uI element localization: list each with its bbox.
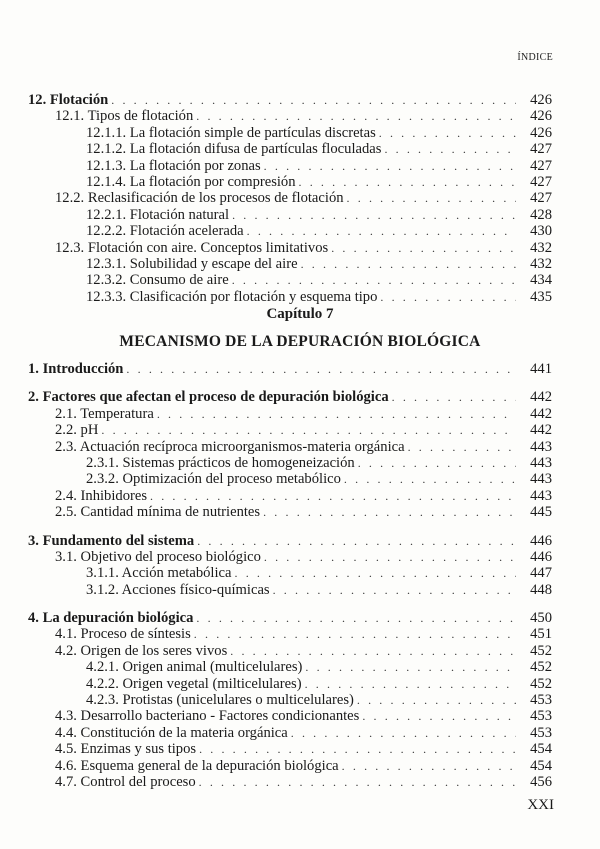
dot-leader: [199, 774, 516, 790]
toc-entry: [28, 549, 552, 565]
dot-leader: [357, 692, 516, 708]
dot-leader: [230, 643, 516, 659]
toc-entry-page: 443: [530, 487, 552, 504]
toc-entry: [28, 223, 552, 239]
toc-entry: [28, 439, 552, 455]
toc-entry-title: 12. Flotación: [28, 92, 111, 108]
dot-leader: [379, 125, 516, 141]
toc-entry-title: 2.4. Inhibidores: [28, 488, 150, 504]
toc-entry-title: 2.3. Actuación recíproca microorganismos-materia orgánica: [28, 439, 408, 455]
dot-leader: [264, 158, 516, 174]
chapter-number: Capítulo 7: [266, 306, 334, 322]
toc-entry: [28, 708, 552, 724]
toc-entry-title: 2. Factores que afectan el proceso de depuración biológica: [28, 389, 392, 405]
toc-entry-title: 4.3. Desarrollo bacteriano - Factores condicionantes: [28, 708, 362, 724]
toc-entry-title: 12.3. Flotación con aire. Conceptos limitativos: [28, 240, 331, 256]
toc-entry: [28, 207, 552, 223]
toc-entry-page: 430: [530, 223, 552, 240]
toc-entry-page: 442: [530, 405, 552, 422]
toc-entry: [28, 240, 552, 256]
toc-entry-title: 3. Fundamento del sistema: [28, 533, 197, 549]
toc-entry-page: 426: [530, 92, 552, 108]
toc-entry: [28, 141, 552, 157]
toc-entry: [28, 125, 552, 141]
toc-entry-title: 12.2. Reclasificación de los procesos de flotación: [28, 190, 347, 206]
toc-heading: [28, 92, 552, 108]
toc-entry: [28, 582, 552, 598]
toc-entry-page: 453: [530, 724, 552, 741]
toc-entry-title: 2.5. Cantidad mínima de nutrientes: [28, 504, 263, 520]
dot-leader: [380, 289, 516, 305]
dot-leader: [342, 758, 516, 774]
dot-leader: [111, 92, 516, 108]
dot-leader: [235, 565, 517, 581]
dot-leader: [126, 361, 516, 377]
toc-entry-title: 4.2.2. Origen vegetal (milticelulares): [28, 676, 305, 692]
toc-entry-title: 12.3.2. Consumo de aire: [28, 272, 232, 288]
toc-entry-page: 445: [530, 504, 552, 521]
dot-leader: [196, 610, 516, 626]
dot-leader: [384, 141, 516, 157]
toc-entry: [28, 406, 552, 422]
toc-entry-title: 4.1. Proceso de síntesis: [28, 626, 194, 642]
toc-entry: [28, 565, 552, 581]
toc-entry-page: 441: [530, 361, 552, 377]
toc-entry-page: 452: [530, 675, 552, 692]
toc-entry-page: 427: [530, 190, 552, 207]
page-number: XXI: [527, 797, 554, 813]
toc-entry: [28, 725, 552, 741]
toc-gap: [28, 521, 552, 533]
toc-entry: [28, 626, 552, 642]
toc-entry-page: 432: [530, 239, 552, 256]
dot-leader: [305, 676, 516, 692]
toc-entry-title: 12.1. Tipos de flotación: [28, 108, 196, 124]
toc-entry-title: 3.1.2. Acciones físico-químicas: [28, 582, 273, 598]
toc-heading: [28, 389, 552, 405]
toc-entry-page: 427: [530, 157, 552, 174]
toc-entry-page: 446: [530, 532, 552, 549]
toc-entry-title: 4.4. Constitución de la materia orgánica: [28, 725, 291, 741]
toc-entry-title: 12.3.1. Solubilidad y escape del aire: [28, 256, 301, 272]
toc-entry-title: 4.6. Esquema general de la depuración biológica: [28, 758, 342, 774]
toc-entry-title: 2.1. Temperatura: [28, 406, 157, 422]
toc-entry-title: 4. La depuración biológica: [28, 610, 196, 626]
toc-heading: [28, 610, 552, 626]
toc-entry-page: 451: [530, 626, 552, 643]
dot-leader: [299, 174, 516, 190]
toc-entry: [28, 504, 552, 520]
toc-entry-title: 3.1. Objetivo del proceso biológico: [28, 549, 264, 565]
toc-entry-page: 427: [530, 173, 552, 190]
toc-entry-title: 2.2. pH: [28, 422, 101, 438]
dot-leader: [301, 256, 516, 272]
dot-leader: [358, 455, 516, 471]
toc-heading: [28, 533, 552, 549]
dot-leader: [392, 389, 516, 405]
toc-entry: [28, 774, 552, 790]
toc-entry-page: 454: [530, 757, 552, 774]
dot-leader: [232, 207, 516, 223]
toc-entry-title: 12.2.2. Flotación acelerada: [28, 223, 247, 239]
dot-leader: [264, 549, 516, 565]
toc-entry: [28, 758, 552, 774]
toc-section-chapter-7: [28, 361, 552, 790]
toc-entry-page: 442: [530, 389, 552, 406]
toc-entry: [28, 471, 552, 487]
toc-entry: [28, 455, 552, 471]
toc-entry-page: 452: [530, 659, 552, 676]
toc-entry: [28, 659, 552, 675]
toc-entry-page: 450: [530, 610, 552, 627]
toc-section-flotacion: [28, 92, 552, 305]
toc-entry-page: 446: [530, 548, 552, 565]
toc-entry: [28, 488, 552, 504]
toc-entry-page: 456: [530, 773, 552, 790]
running-header: ÍNDICE: [517, 52, 553, 63]
toc-entry-page: 448: [530, 581, 552, 598]
toc-entry-page: 453: [530, 692, 552, 709]
toc-entry: [28, 158, 552, 174]
toc-entry-page: 426: [530, 108, 552, 125]
toc-heading: [28, 361, 552, 377]
toc-entry-title: 2.3.2. Optimización del proceso metabólico: [28, 471, 344, 487]
toc-entry-page: 443: [530, 438, 552, 455]
toc-entry-page: 426: [530, 124, 552, 141]
toc-entry: [28, 741, 552, 757]
dot-leader: [347, 190, 516, 206]
toc-entry-title: 12.1.2. La flotación difusa de partículas floculadas: [28, 141, 384, 157]
dot-leader: [157, 406, 516, 422]
dot-leader: [150, 488, 516, 504]
dot-leader: [331, 240, 516, 256]
toc-entry: [28, 692, 552, 708]
toc-entry-title: 12.2.1. Flotación natural: [28, 207, 232, 223]
toc-entry: [28, 256, 552, 272]
toc-entry: [28, 190, 552, 206]
toc-entry: [28, 174, 552, 190]
toc-entry-page: 434: [530, 272, 552, 289]
toc-entry-title: 12.3.3. Clasificación por flotación y esquema tipo: [28, 289, 380, 305]
toc-entry-title: 12.1.3. La flotación por zonas: [28, 158, 264, 174]
toc-entry-page: 428: [530, 206, 552, 223]
chapter-title: MECANISMO DE LA DEPURACIÓN BIOLÓGICA: [119, 333, 481, 350]
dot-leader: [263, 504, 516, 520]
toc-entry-title: 4.5. Enzimas y sus tipos: [28, 741, 199, 757]
dot-leader: [408, 439, 516, 455]
dot-leader: [197, 533, 516, 549]
toc-entry-title: 4.2.3. Protistas (unicelulares o multicelulares): [28, 692, 357, 708]
dot-leader: [362, 708, 516, 724]
dot-leader: [232, 272, 516, 288]
toc-entry-page: 443: [530, 471, 552, 488]
dot-leader: [199, 741, 516, 757]
toc-entry-title: 4.2. Origen de los seres vivos: [28, 643, 230, 659]
toc-entry: [28, 289, 552, 305]
toc-entry-page: 453: [530, 708, 552, 725]
toc-entry: [28, 108, 552, 124]
toc-entry-title: 4.7. Control del proceso: [28, 774, 199, 790]
toc-entry: [28, 676, 552, 692]
dot-leader: [344, 471, 516, 487]
toc-entry-page: 435: [530, 288, 552, 305]
toc-entry-title: 4.2.1. Origen animal (multicelulares): [28, 659, 305, 675]
toc-entry-page: 452: [530, 642, 552, 659]
toc-entry: [28, 643, 552, 659]
dot-leader: [247, 223, 516, 239]
dot-leader: [273, 582, 516, 598]
dot-leader: [196, 108, 516, 124]
toc-gap: [28, 377, 552, 389]
toc-entry: [28, 272, 552, 288]
toc-gap: [28, 598, 552, 610]
toc-entry-page: 447: [530, 565, 552, 582]
toc-entry-title: 12.1.4. La flotación por compresión: [28, 174, 299, 190]
dot-leader: [291, 725, 516, 741]
toc-entry-page: 442: [530, 422, 552, 439]
dot-leader: [305, 659, 516, 675]
dot-leader: [101, 422, 516, 438]
toc-entry: [28, 422, 552, 438]
toc-entry-page: 454: [530, 741, 552, 758]
toc-entry-title: 3.1.1. Acción metabólica: [28, 565, 235, 581]
toc-entry-title: 12.1.1. La flotación simple de partículas discretas: [28, 125, 379, 141]
dot-leader: [194, 626, 516, 642]
toc-entry-title: 2.3.1. Sistemas prácticos de homogeneización: [28, 455, 358, 471]
toc-entry-page: 432: [530, 255, 552, 272]
toc-entry-page: 427: [530, 141, 552, 158]
toc-entry-title: 1. Introducción: [28, 361, 126, 377]
toc-entry-page: 443: [530, 454, 552, 471]
